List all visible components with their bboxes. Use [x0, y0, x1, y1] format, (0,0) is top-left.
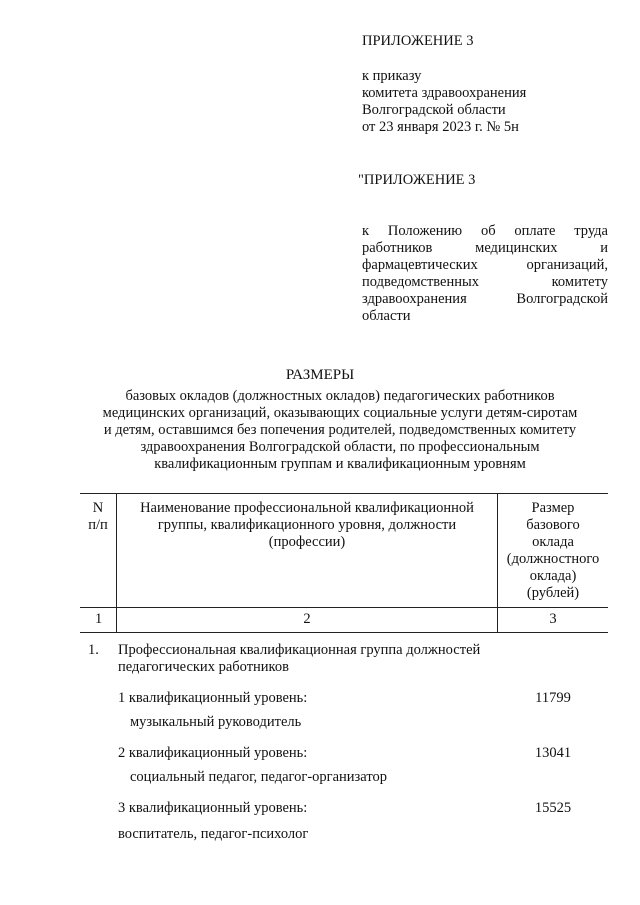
group-number: 1. — [88, 642, 99, 658]
header-salary-line: оклада) — [529, 568, 577, 584]
table-numbers-divider — [80, 632, 608, 633]
subtitle-line: медицинских организаций, оказывающих социальные услуги детям-сиротам — [102, 405, 578, 421]
regulation-line: к Положению об оплате труда — [362, 223, 608, 239]
header-num-line: п/п — [88, 517, 108, 533]
document-title: РАЗМЕРЫ — [285, 367, 355, 383]
header-num-line: N — [92, 500, 104, 516]
order-reference — [362, 68, 608, 136]
level-positions: воспитатель, педагог-психолог — [118, 826, 309, 842]
level-amount: 15525 — [534, 800, 572, 816]
header-name-line: группы, квалификационного уровня, должности — [157, 517, 457, 533]
group-name-line: Профессиональная квалификационная группа должностей — [118, 642, 481, 658]
column-number: 1 — [95, 611, 103, 627]
header-salary-line: Размер — [531, 500, 575, 516]
subtitle-line: и детям, оставшимся без попечения родителей, подведомственных комитету — [103, 422, 577, 438]
level-positions: музыкальный руководитель — [130, 714, 302, 730]
group-name-line: педагогических работников — [118, 659, 289, 675]
subtitle-line: здравоохранения Волгоградской области, по профессиональным — [140, 439, 540, 455]
level-positions: социальный педагог, педагог-организатор — [130, 769, 387, 785]
regulation-line: здравоохранения Волгоградской — [362, 291, 608, 307]
column-number: 3 — [549, 611, 557, 627]
regulation-line: работников медицинских и — [362, 240, 608, 256]
header-salary-line: оклада — [532, 534, 574, 550]
header-salary-line: (должностного — [506, 551, 600, 567]
header-num — [80, 500, 116, 534]
regulation-line: области — [362, 308, 411, 324]
order-line: от 23 января 2023 г. № 5н — [362, 119, 519, 135]
header-name — [117, 500, 497, 551]
header-salary — [498, 500, 608, 602]
column-number: 2 — [303, 611, 311, 627]
level-amount: 11799 — [535, 690, 571, 706]
order-line: комитета здравоохранения — [362, 85, 527, 101]
level-label: 1 квалификационный уровень: — [118, 690, 308, 706]
level-label: 3 квалификационный уровень: — [118, 800, 308, 816]
header-name-line: Наименование профессиональной квалификационной — [140, 500, 474, 516]
subtitle-line: квалификационным группам и квалификационным уровням — [154, 456, 526, 472]
table-top-border — [80, 493, 608, 494]
subtitle-line: базовых окладов (должностных окладов) педагогических работников — [125, 388, 555, 404]
appendix-title: ПРИЛОЖЕНИЕ 3 — [362, 33, 474, 49]
regulation-line: фармацевтических организаций, — [362, 257, 608, 273]
group-name — [118, 642, 480, 676]
table-header-divider — [80, 607, 608, 608]
order-line: Волгоградской области — [362, 102, 506, 118]
header-name-line: (профессии) — [268, 534, 346, 550]
quoted-appendix-title: "ПРИЛОЖЕНИЕ 3 — [358, 172, 476, 188]
document-subtitle — [60, 388, 620, 473]
level-label: 2 квалификационный уровень: — [118, 745, 308, 761]
regulation-reference — [362, 223, 608, 325]
header-salary-line: (рублей) — [526, 585, 580, 601]
regulation-line: подведомственных комитету — [362, 274, 608, 290]
level-amount: 13041 — [534, 745, 572, 761]
order-line: к приказу — [362, 68, 422, 84]
header-salary-line: базового — [526, 517, 580, 533]
